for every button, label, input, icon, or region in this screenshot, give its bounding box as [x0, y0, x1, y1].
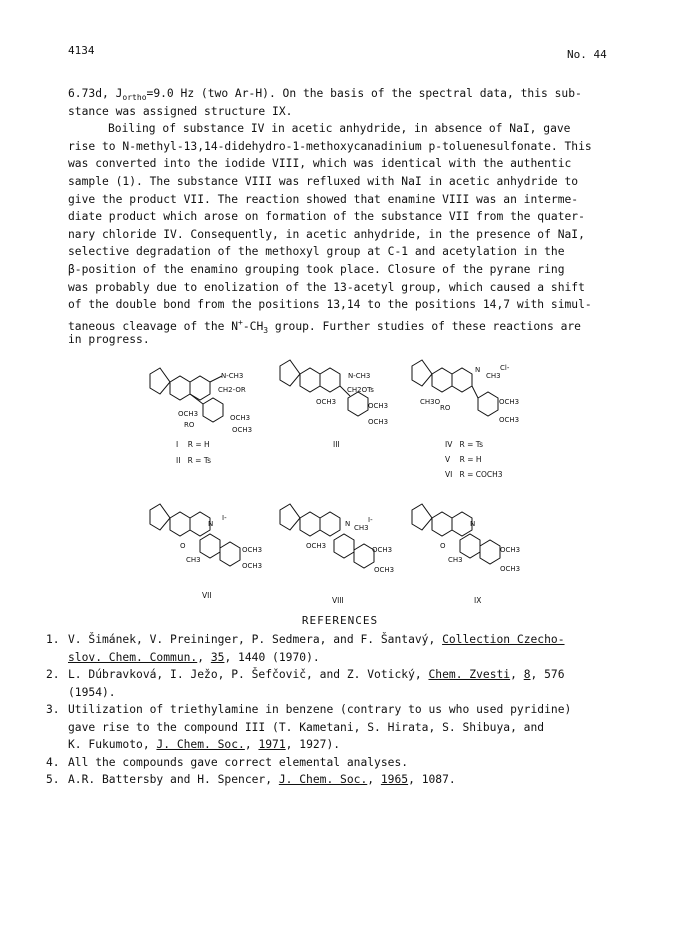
reference-line: gave rise to the compound III (T. Kametani, S. Hirata, S. Shibuya, and [68, 720, 545, 734]
structure-legend: IX [474, 596, 482, 605]
reference-number: 3. [46, 703, 60, 716]
structure-legend: IV R = Ts [445, 440, 484, 449]
body-line: was probably due to enolization of the 13-acetyl group, which caused a shift [68, 280, 585, 294]
body-line: stance was assigned structure IX. [68, 104, 293, 118]
structure-legend: VI R = COCH3 [445, 470, 503, 479]
structure-atom-label: O [440, 542, 446, 550]
body-line: was converted into the iodide VIII, which was identical with the authentic [68, 157, 572, 171]
structure-atom-label: CH3 [448, 556, 463, 564]
reference-line: (1954). [68, 685, 116, 699]
structure-legend: V R = H [445, 455, 482, 464]
body-line: sample (1). The substance VIII was refluxed with NaI in acetic anhydride to [68, 175, 579, 188]
structure-atom-label: OCH3 [178, 410, 199, 418]
reference-line: 4. All the compounds gave correct elemental analyses. [46, 755, 409, 769]
structure-IX [412, 504, 500, 564]
structure-atom-label: OCH3 [368, 418, 389, 426]
body-line: β-position of the enamino grouping took place. Closure of the pyrane ring [68, 263, 565, 276]
structure-atom-label: CH3O [420, 398, 441, 406]
page-number: 4134 [68, 44, 95, 57]
structure-atom-label: N [475, 366, 481, 374]
reference-number: 4. [46, 755, 60, 769]
structure-atom-label: CH3 [354, 524, 369, 532]
body-line: Boiling of substance IV in acetic anhydride, in absence of NaI, gave [108, 122, 571, 136]
body-line: rise to N-methyl-13,14-didehydro-1-methoxycanadinium p-toluenesulfonate. This [68, 139, 592, 153]
structure-atom-label: N [470, 520, 476, 528]
structure-atom-label: N [345, 520, 351, 528]
structure-legend: II R = Ts [176, 456, 212, 465]
structure-atom-label: CH2-OR [218, 386, 246, 394]
structure-atom-label: N [208, 520, 214, 528]
structure-legend: VII [202, 591, 212, 600]
structure-atom-label: OCH3 [374, 566, 395, 574]
reference-line: 3. Utilization of triethylamine in benzene (contrary to us who used pyridine) [46, 703, 572, 716]
reference-number: 1. [46, 633, 60, 646]
structure-atom-label: OCH3 [232, 426, 253, 434]
structure-atom-label: N-CH3 [348, 372, 371, 380]
reference-line: 2. L. Dúbravková, I. Ježo, P. Šefčovič, and Z. Votický, Chem. Zvesti, 8, 576 [46, 668, 565, 681]
body-line: 6.73d, $J_{ortho}=9.0$ Hz (two Ar-H). On the basis of the spectral data, this sub- [68, 87, 582, 102]
structure-atom-label: OCH3 [368, 402, 389, 410]
reference-line: 5. A.R. Battersby and H. Spencer, J. Chem. Soc., 1965, 1087. [46, 773, 456, 786]
structure-atom-label: RO [184, 421, 195, 429]
reference-line: K. Fukumoto, J. Chem. Soc., 1971, 1927). [68, 738, 341, 751]
structure-atom-label: I- [222, 514, 227, 522]
body-line: of the double bond from the positions 13,14 to the positions 14,7 with simul- [68, 298, 592, 312]
structure-atom-label: CH3 [486, 372, 501, 380]
structure-atom-label: OCH3 [500, 546, 521, 554]
reference-number: 2. [46, 668, 60, 681]
structure-atom-label: RO [440, 404, 451, 412]
structure-atom-label: OCH3 [242, 562, 263, 570]
structure-legend: III [333, 440, 340, 449]
structure-atom-label: N-CH3 [221, 372, 244, 380]
structure-legend: I R = H [176, 440, 210, 449]
structure-atom-label: OCH3 [242, 546, 263, 554]
structure-atom-label: OCH3 [499, 416, 520, 424]
body-line: give the product VII. The reaction showed that enamine VIII was an interme- [68, 192, 579, 206]
structure-atom-label: OCH3 [316, 398, 337, 406]
references-heading: REFERENCES [301, 614, 379, 627]
structure-atom-label: I- [368, 516, 373, 524]
structure-atom-label: CH2OTs [347, 386, 374, 394]
structure-atom-label: OCH3 [306, 542, 327, 550]
reference-line: slov. Chem. Commun., 35, 1440 (1970). [68, 650, 320, 664]
structure-atom-label: CH3 [186, 556, 201, 564]
structure-atom-label: OCH3 [230, 414, 251, 422]
structure-atom-label: OCH3 [500, 565, 521, 573]
body-line: diate product which arose on formation of the substance VII from the quater- [68, 210, 585, 224]
structure-legend: VIII [332, 596, 344, 605]
body-line: in progress. [68, 333, 150, 347]
body-line: taneous cleavage of the $N^+-CH_3$ group. Further studies of these reactions are [68, 317, 581, 335]
structure-IV-VI [412, 360, 498, 416]
structure-atom-label: Cl- [500, 364, 510, 372]
body-line: selective degradation of the methoxyl group at C-1 and acetylation in the [68, 245, 565, 259]
structure-atom-label: O [180, 542, 186, 550]
structure-VIII [280, 504, 374, 568]
structure-atom-label: OCH3 [499, 398, 520, 406]
body-line: nary chloride IV. Consequently, in acetic anhydride, in the presence of NaI, [68, 227, 585, 241]
structure-atom-label: OCH3 [372, 546, 393, 554]
reference-number: 5. [46, 773, 60, 786]
reference-line: 1. V. Šimánek, V. Preininger, P. Sedmera, and F. Šantavý, Collection Czecho- [46, 633, 565, 646]
issue-number: No. 44 [567, 48, 607, 61]
